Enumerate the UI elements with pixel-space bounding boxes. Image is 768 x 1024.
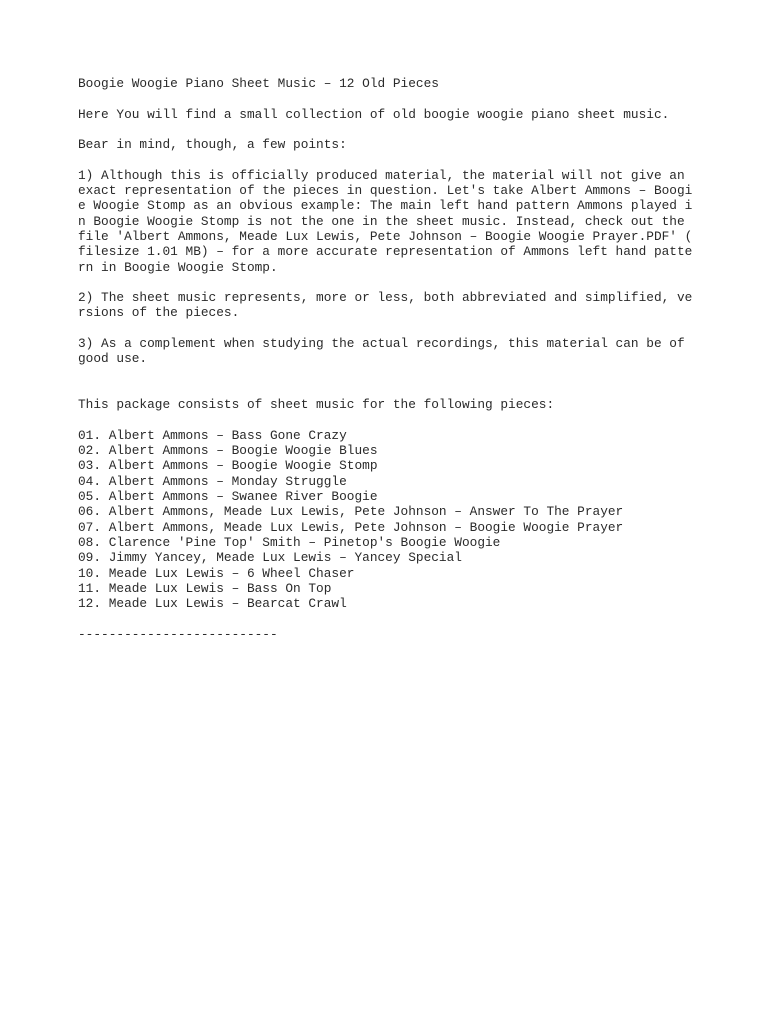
list-item: 04. Albert Ammons – Monday Struggle xyxy=(78,473,347,489)
list-item: 03. Albert Ammons – Boogie Woogie Stomp xyxy=(78,458,378,474)
list-item: 02. Albert Ammons – Boogie Woogie Blues xyxy=(78,443,378,459)
spacer xyxy=(78,611,698,626)
spacer xyxy=(78,275,698,290)
spacer xyxy=(78,367,698,382)
point-1 xyxy=(78,168,698,275)
document-title: Boogie Woogie Piano Sheet Music – 12 Old Pieces xyxy=(78,76,439,91)
list-item: 06. Albert Ammons, Meade Lux Lewis, Pete Johnson – Answer To The Prayer xyxy=(78,504,624,520)
point-1-line: n Boogie Woogie Stomp is not the one in the sheet music. Instead, check out the xyxy=(78,213,685,229)
pieces-list xyxy=(78,428,698,612)
list-item: 05. Albert Ammons – Swanee River Boogie xyxy=(78,489,378,505)
spacer xyxy=(78,382,698,397)
intro-text: Here You will find a small collection of old boogie woogie piano sheet music. xyxy=(78,106,670,122)
point-1-line: e Woogie Stomp as an obvious example: The main left hand pattern Ammons played i xyxy=(78,198,693,214)
list-item: 11. Meade Lux Lewis – Bass On Top xyxy=(78,580,332,596)
point-3 xyxy=(78,336,698,367)
list-item: 07. Albert Ammons, Meade Lux Lewis, Pete Johnson – Boogie Woogie Prayer xyxy=(78,519,624,535)
point-2-line: rsions of the pieces. xyxy=(78,305,240,321)
point-1-line: rn in Boogie Woogie Stomp. xyxy=(78,259,278,275)
list-item: 12. Meade Lux Lewis – Bearcat Crawl xyxy=(78,596,347,612)
separator-line: -------------------------- xyxy=(78,626,278,642)
point-3-line: 3) As a complement when studying the actual recordings, this material can be of xyxy=(78,336,685,352)
point-2 xyxy=(78,290,698,321)
list-item: 10. Meade Lux Lewis – 6 Wheel Chaser xyxy=(78,565,355,581)
point-1-line: file 'Albert Ammons, Meade Lux Lewis, Pete Johnson – Boogie Woogie Prayer.PDF' ( xyxy=(78,228,693,244)
package-intro: This package consists of sheet music for the following pieces: xyxy=(78,397,555,413)
point-3-line: good use. xyxy=(78,351,148,367)
document-page xyxy=(78,76,698,642)
point-1-line: 1) Although this is officially produced material, the material will not give an xyxy=(78,167,685,183)
point-2-line: 2) The sheet music represents, more or less, both abbreviated and simplified, ve xyxy=(78,290,693,306)
point-1-line: exact representation of the pieces in question. Let's take Albert Ammons – Boogi xyxy=(78,183,693,199)
point-1-line: filesize 1.01 MB) – for a more accurate representation of Ammons left hand patte xyxy=(78,244,693,260)
spacer xyxy=(78,91,698,106)
list-item: 01. Albert Ammons – Bass Gone Crazy xyxy=(78,427,347,443)
spacer xyxy=(78,122,698,137)
points-intro: Bear in mind, though, a few points: xyxy=(78,137,347,153)
list-item: 08. Clarence 'Pine Top' Smith – Pinetop's Boogie Woogie xyxy=(78,534,501,550)
spacer xyxy=(78,413,698,428)
list-item: 09. Jimmy Yancey, Meade Lux Lewis – Yancey Special xyxy=(78,550,462,566)
spacer xyxy=(78,321,698,336)
spacer xyxy=(78,152,698,167)
